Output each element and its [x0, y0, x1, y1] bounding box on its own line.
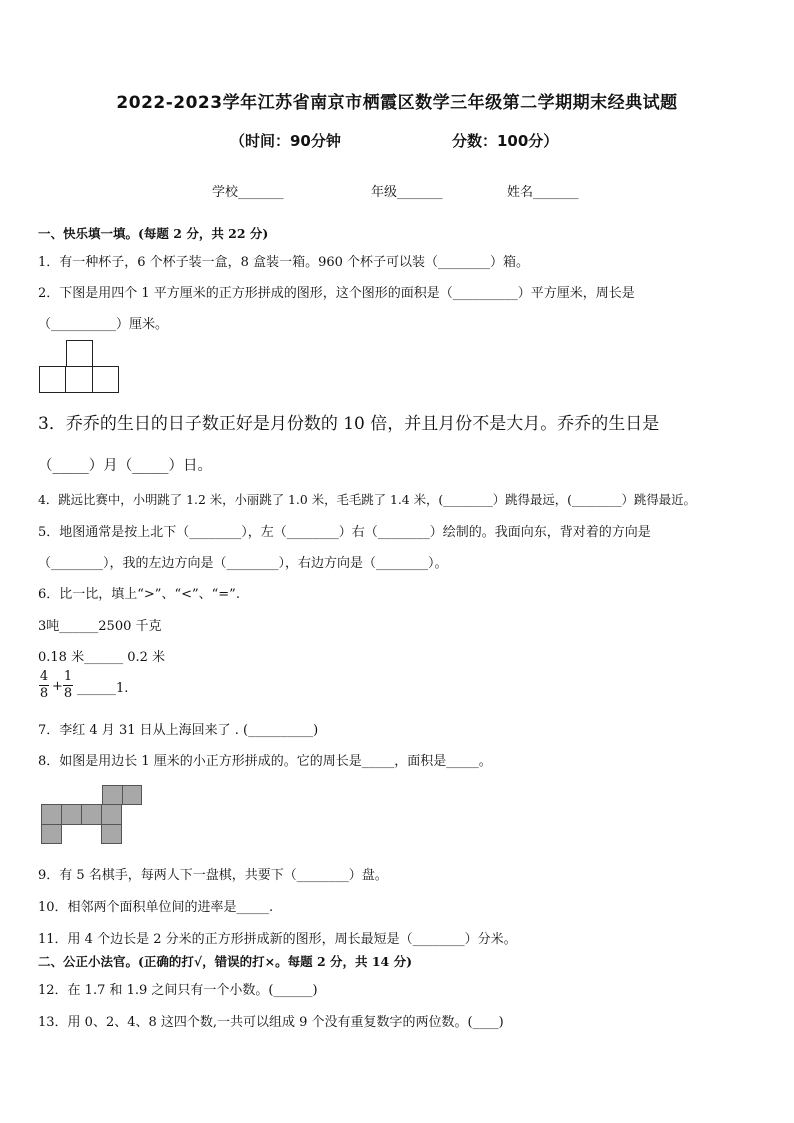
question-2-line-1: 2．下图是用四个 1 平方厘米的正方形拼成的图形，这个图形的面积是（__________）平方厘米，周长是 — [38, 286, 635, 301]
square-cell — [65, 366, 93, 393]
grade-field: 年级_______ — [371, 185, 443, 200]
question-6: 6．比一比，填上“>”、“<”、“=”. — [38, 587, 240, 602]
name-field: 姓名_______ — [507, 185, 579, 200]
question-6-b: 0.18 米______ 0.2 米 — [38, 650, 166, 665]
section-1-heading: 一、快乐填一填。(每题 2 分，共 22 分) — [38, 226, 269, 241]
question-5-line-2: （________），我的左边方向是（________），右边方向是（________）。 — [38, 556, 448, 571]
question-9: 9．有 5 名棋手，每两人下一盘棋，共要下（________）盘。 — [38, 868, 388, 883]
question-7: 7．李红 4 月 31 日从上海回来了 . (__________) — [38, 723, 319, 738]
question-11: 11．用 4 个边长是 2 分米的正方形拼成新的图形，周长最短是（________）分米。 — [38, 932, 517, 947]
square-cell — [92, 366, 119, 393]
exam-score: 分数：100分） — [452, 132, 559, 150]
square-cell — [101, 804, 122, 825]
numerator: 1 — [63, 669, 73, 684]
square-cell — [101, 824, 122, 844]
question-13: 13．用 0、2、4、8 这四个数,一共可以组成 9 个没有重复数字的两位数。(____) — [38, 1015, 504, 1030]
section-2-heading: 二、公正小法官。(正确的打√，错误的打×。每题 2 分，共 14 分) — [38, 954, 413, 969]
square-cell — [41, 824, 62, 844]
square-cell — [41, 804, 62, 825]
question-8: 8．如图是用边长 1 厘米的小正方形拼成的。它的周长是_____，面积是_____。 — [38, 754, 492, 769]
page-title: 2022-2023学年江苏省南京市栖霞区数学三年级第二学期期末经典试题 — [116, 93, 678, 113]
school-field: 学校_______ — [212, 185, 284, 200]
question-6-a: 3吨______2500 千克 — [38, 619, 162, 634]
question-3-line-2: （_____）月（_____）日。 — [38, 458, 212, 474]
square-cell — [81, 804, 102, 825]
square-cell — [102, 785, 123, 805]
question-2-line-2: （__________）厘米。 — [38, 317, 169, 332]
plus-sign: + — [52, 679, 63, 694]
square-cell — [61, 804, 82, 825]
numerator: 4 — [39, 669, 49, 684]
fraction-4-8 — [39, 669, 49, 702]
fraction-1-8 — [63, 669, 73, 702]
question-10: 10．相邻两个面积单位间的进率是_____. — [38, 900, 274, 915]
square-cell — [39, 366, 66, 393]
denominator: 8 — [63, 686, 73, 701]
question-1: 1．有一种杯子，6 个杯子装一盒，8 盒装一箱。960 个杯子可以装（________）箱。 — [38, 255, 530, 270]
fraction-compare-tail: ______1. — [77, 681, 129, 696]
square-cell — [122, 785, 142, 805]
question-4: 4．跳远比赛中，小明跳了 1.2 米，小丽跳了 1.0 米，毛毛跳了 1.4 米，(________）跳得最远，(________）跳得最近。 — [38, 492, 696, 507]
exam-time: （时间：90分钟 — [230, 132, 341, 150]
question-5-line-1: 5．地图通常是按上北下（________），左（________）右（________）绘制的。我面向东，背对着的方向是 — [38, 525, 651, 540]
square-cell — [66, 340, 93, 367]
question-12: 12．在 1.7 和 1.9 之间只有一个小数。(______) — [38, 983, 318, 998]
denominator: 8 — [39, 686, 49, 701]
question-3-line-1: 3．乔乔的生日的日子数正好是月份数的 10 倍，并且月份不是大月。乔乔的生日是 — [38, 414, 660, 434]
